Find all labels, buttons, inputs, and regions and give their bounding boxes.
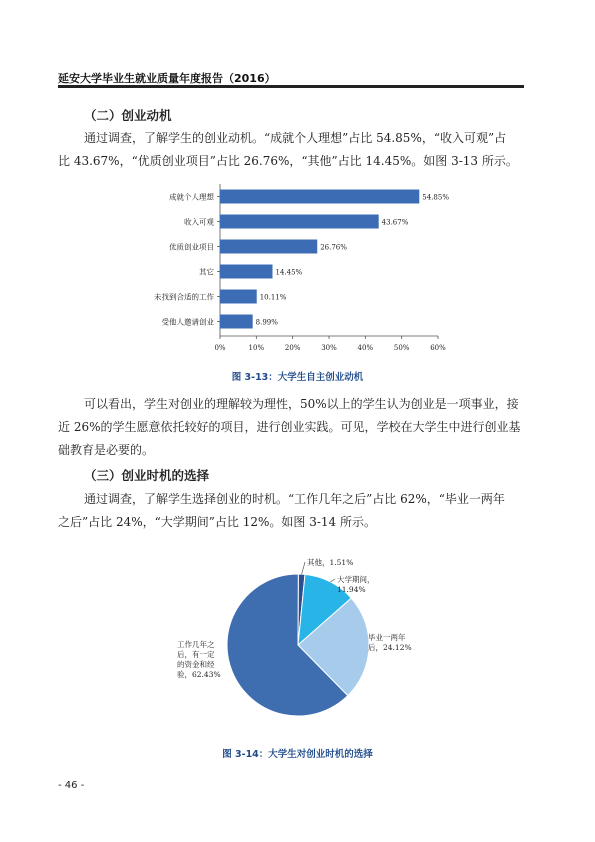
bar — [220, 315, 253, 329]
bar — [220, 215, 379, 229]
x-tick-label: 40% — [357, 344, 374, 352]
data-label: 26.76% — [320, 243, 347, 252]
paragraph-motivation-intro-line2: 比 43.67%，“优质创业项目”占比 26.76%，“其他”占比 14.45%。如图 3-13 所示。 — [58, 154, 518, 168]
header-divider — [58, 85, 524, 88]
x-tick-label: 30% — [321, 344, 337, 352]
section-heading-timing: （三）创业时机的选择 — [84, 468, 210, 483]
slice-label: 验，62.43% — [177, 670, 221, 679]
bar — [220, 190, 419, 204]
bar — [220, 240, 317, 254]
data-label: 14.45% — [275, 268, 303, 277]
slice-label: 毕业一两年 — [368, 633, 406, 642]
paragraph-motivation-intro-line1: 通过调查，了解学生的创业动机。“成就个人理想”占比 54.85%，“收入可观”占 — [84, 131, 507, 145]
x-tick-label: 50% — [393, 344, 410, 352]
x-tick-label: 20% — [284, 344, 301, 352]
bar — [220, 290, 257, 304]
report-header-title: 延安大学毕业生就业质量年度报告（2016） — [58, 72, 276, 85]
paragraph-motivation-analysis-line1: 可以看出，学生对创业的理解较为理性，50%以上的学生认为创业是一项事业，接 — [84, 397, 519, 411]
section-heading-motivation: （二）创业动机 — [84, 108, 172, 123]
slice-label: 的资金和经 — [177, 660, 215, 669]
figure-caption-3-13: 图 3-13：大学生自主创业动机 — [231, 372, 364, 383]
category-label: 收入可观 — [184, 217, 214, 227]
motivation-bar-chart — [140, 180, 470, 352]
slice-label: 后，24.12% — [368, 643, 412, 652]
x-tick-label: 0% — [214, 344, 226, 352]
category-label: 优质创业项目 — [169, 242, 214, 252]
category-label: 其它 — [199, 267, 214, 277]
slice-label: 大学期间， — [337, 575, 375, 584]
data-label: 8.99% — [255, 318, 278, 327]
bar — [220, 265, 273, 279]
data-label: 54.85% — [422, 193, 449, 202]
data-label: 43.67% — [381, 218, 409, 227]
x-tick-label: 10% — [248, 344, 265, 352]
category-label: 受他人邀请创业 — [161, 317, 214, 327]
paragraph-motivation-analysis-line3: 础教育是必要的。 — [58, 443, 155, 457]
paragraph-timing-intro-line2: 之后”占比 24%，“大学期间”占比 12%。如图 3-14 所示。 — [58, 515, 376, 529]
data-label: 10.11% — [259, 293, 287, 302]
category-label: 未找到合适的工作 — [154, 292, 214, 302]
x-tick-label: 60% — [430, 344, 446, 352]
leader-line — [302, 562, 305, 574]
slice-label: 11.94% — [337, 585, 366, 594]
slice-label: 其他，1.51% — [307, 558, 354, 567]
leader-line — [330, 579, 335, 582]
page-number: - 46 - — [58, 780, 85, 791]
slice-label: 工作几年之 — [177, 640, 215, 649]
slice-label: 后，有一定 — [177, 650, 215, 659]
figure-caption-3-14: 图 3-14：大学生对创业时机的选择 — [222, 749, 373, 760]
paragraph-motivation-analysis-line2: 近 26%的学生愿意依托较好的项目，进行创业实践。可见，学校在大学生中进行创业基 — [58, 420, 521, 434]
timing-pie-chart — [160, 548, 450, 720]
paragraph-timing-intro-line1: 通过调查，了解学生选择创业的时机。“工作几年之后”占比 62%，“毕业一两年 — [84, 492, 505, 506]
category-label: 成就个人理想 — [169, 192, 214, 202]
